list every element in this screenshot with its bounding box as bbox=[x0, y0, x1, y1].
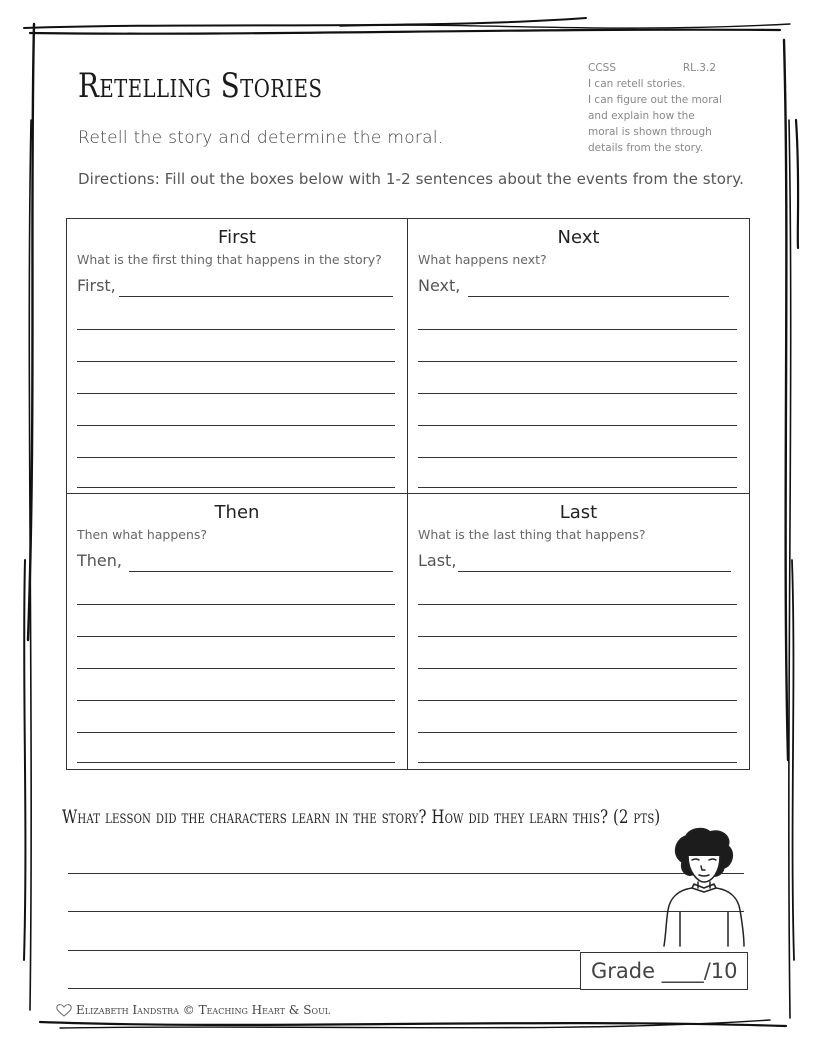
answer-line[interactable] bbox=[68, 950, 580, 951]
writing-line[interactable] bbox=[77, 457, 395, 458]
standard-code: CCSS bbox=[588, 62, 616, 74]
starter-answer-line[interactable] bbox=[468, 296, 729, 297]
writing-line[interactable] bbox=[418, 487, 737, 488]
grade-box[interactable] bbox=[580, 952, 748, 990]
standard-ref: RL.3.2 bbox=[682, 62, 716, 74]
directions-text: Directions: Fill out the boxes below with 1-2 sentences about the events from the story. bbox=[78, 170, 745, 188]
writing-line[interactable] bbox=[418, 732, 737, 733]
box-prompt: What happens next? bbox=[418, 252, 547, 267]
box-next bbox=[408, 219, 749, 494]
copyright-footer bbox=[56, 1003, 330, 1017]
writing-line[interactable] bbox=[77, 762, 395, 763]
box-title: Then bbox=[214, 502, 260, 523]
answer-line[interactable] bbox=[68, 988, 580, 989]
writing-line[interactable] bbox=[418, 636, 737, 637]
answer-line[interactable] bbox=[68, 873, 744, 874]
writing-line[interactable] bbox=[77, 732, 395, 733]
box-title: First bbox=[218, 227, 256, 248]
box-then bbox=[67, 494, 408, 769]
sentence-starter: Next, bbox=[418, 276, 461, 295]
sentence-starter: First, bbox=[77, 276, 116, 295]
box-title: Next bbox=[557, 227, 600, 248]
writing-line[interactable] bbox=[77, 393, 395, 394]
box-prompt: What is the first thing that happens in the story? bbox=[77, 252, 382, 267]
writing-line[interactable] bbox=[418, 604, 737, 605]
standard-line: details from the story. bbox=[588, 142, 704, 154]
box-last bbox=[408, 494, 749, 769]
box-title: Last bbox=[559, 502, 598, 523]
box-first bbox=[67, 219, 408, 494]
writing-line[interactable] bbox=[418, 762, 737, 763]
writing-line[interactable] bbox=[418, 457, 737, 458]
box-prompt: What is the last thing that happens? bbox=[418, 527, 646, 542]
sentence-starter: Last, bbox=[418, 551, 457, 570]
starter-answer-line[interactable] bbox=[119, 296, 393, 297]
writing-line[interactable] bbox=[77, 361, 395, 362]
box-prompt: Then what happens? bbox=[77, 527, 208, 542]
answer-line[interactable] bbox=[68, 911, 744, 912]
writing-line[interactable] bbox=[77, 329, 395, 330]
writing-line[interactable] bbox=[77, 636, 395, 637]
page-title: Retelling Stories bbox=[78, 66, 323, 106]
standard-line: I can figure out the moral bbox=[588, 94, 722, 106]
standard-line: and explain how the bbox=[588, 110, 695, 122]
writing-line[interactable] bbox=[418, 700, 737, 701]
standard-line: moral is shown through bbox=[588, 126, 712, 138]
standard-line: I can retell stories. bbox=[588, 78, 686, 90]
standards-block bbox=[588, 60, 748, 156]
writing-line[interactable] bbox=[77, 700, 395, 701]
footer-text: Elizabeth Iandstra © Teaching Heart & Soul bbox=[76, 1003, 331, 1017]
writing-line[interactable] bbox=[418, 393, 737, 394]
starter-answer-line[interactable] bbox=[129, 571, 393, 572]
writing-line[interactable] bbox=[77, 487, 395, 488]
page-subtitle: Retell the story and determine the moral. bbox=[78, 128, 444, 148]
student-illustration bbox=[658, 826, 750, 948]
writing-line[interactable] bbox=[418, 361, 737, 362]
writing-line[interactable] bbox=[418, 668, 737, 669]
writing-line[interactable] bbox=[77, 668, 395, 669]
lesson-question: What lesson did the characters learn in the story? How did they learn this? (2 pts) bbox=[62, 806, 661, 828]
grade-label: Grade ____/10 bbox=[591, 959, 738, 983]
heart-icon bbox=[56, 1003, 72, 1017]
starter-answer-line[interactable] bbox=[458, 571, 731, 572]
writing-line[interactable] bbox=[418, 329, 737, 330]
writing-line[interactable] bbox=[418, 425, 737, 426]
standards-header bbox=[588, 60, 716, 76]
writing-line[interactable] bbox=[77, 604, 395, 605]
sentence-starter: Then, bbox=[77, 551, 122, 570]
story-sequence-grid bbox=[66, 218, 750, 770]
writing-line[interactable] bbox=[77, 425, 395, 426]
